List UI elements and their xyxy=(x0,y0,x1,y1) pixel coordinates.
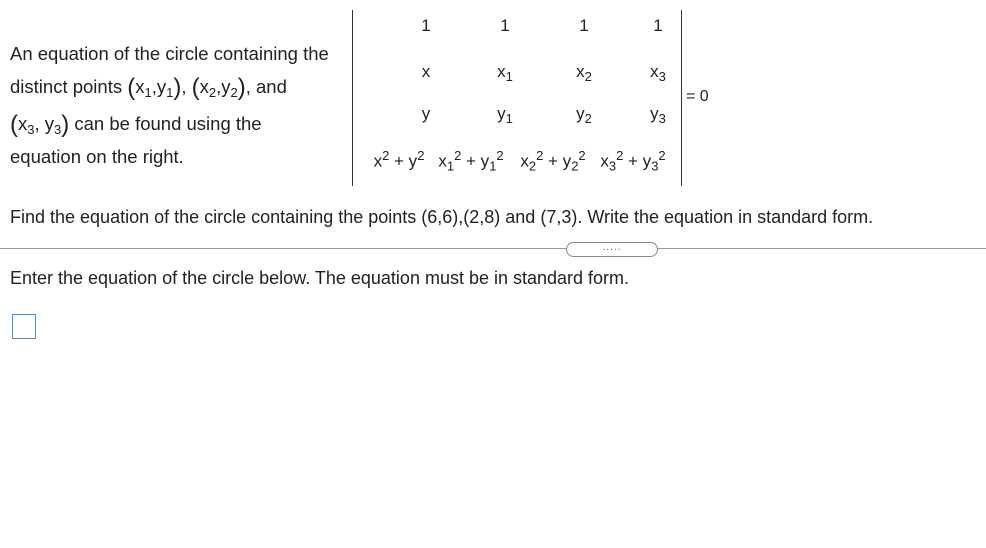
answer-input[interactable] xyxy=(12,314,36,339)
det-cell: 1 xyxy=(500,16,510,35)
instruction-text: Enter the equation of the circle below. The equation must be in standard form. xyxy=(10,268,630,288)
question-text: Find the equation of the circle containing the points (6,6),(2,8) and (7,3). Write the equation in standard form. xyxy=(10,207,874,227)
det-cell: $y_2$ xyxy=(576,104,592,126)
intro-text xyxy=(10,40,355,172)
intro-line-1: An equation of the circle containing the xyxy=(10,43,329,64)
det-cell: 1 xyxy=(579,16,589,35)
intro-line-2: distinct points $(x_1,y_1)$, $(x_2,y_2)$, and xyxy=(10,73,287,101)
det-cell: $x_1$ xyxy=(497,62,513,84)
det-cell: 1 xyxy=(421,16,431,35)
det-cell: $x_2^2 + y_2^2$ xyxy=(520,148,586,174)
det-cell: $x_3$ xyxy=(650,62,666,84)
det-cell: $x^2 + y^2$ xyxy=(373,148,425,171)
det-cell: $x_2$ xyxy=(576,62,592,84)
expand-button[interactable]: ..... xyxy=(566,242,658,257)
determinant-matrix xyxy=(352,10,682,186)
intro-line-3: ($x_3$, $y_3$) can be found using the xyxy=(10,110,262,138)
det-cell: y xyxy=(421,104,431,123)
det-cell: 1 xyxy=(653,16,663,35)
det-cell: $y_1$ xyxy=(497,104,513,126)
det-cell: x xyxy=(421,62,431,81)
det-cell: $x_1^2 + y_1^2$ xyxy=(438,148,504,174)
equals-zero: = 0 xyxy=(686,88,709,105)
divider xyxy=(0,248,986,249)
det-cell: $x_3^2 + y_3^2$ xyxy=(600,148,666,174)
intro-line-4: equation on the right. xyxy=(10,146,184,168)
det-cell: $y_3$ xyxy=(650,104,666,126)
